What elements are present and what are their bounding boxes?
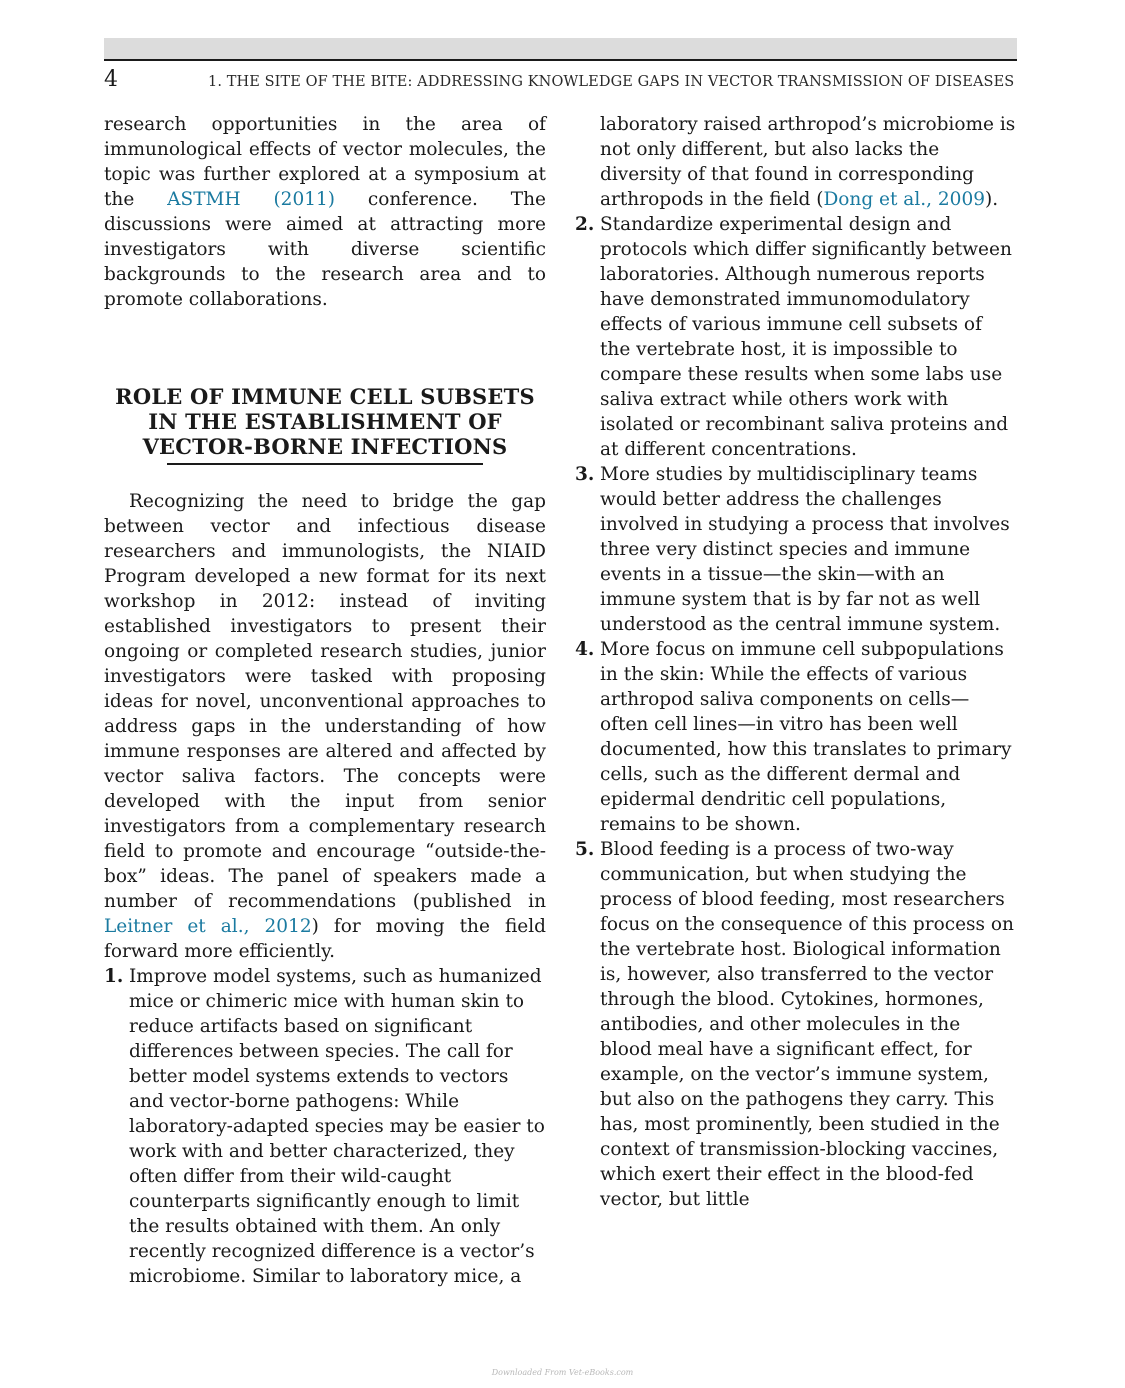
astmh-link[interactable]: ASTMH (2011) bbox=[167, 189, 335, 210]
left-column bbox=[104, 112, 546, 1289]
section-heading-line1: ROLE OF IMMUNE CELL SUBSETS bbox=[115, 384, 535, 409]
intro-paragraph bbox=[104, 112, 546, 312]
list-item-text: Standardize experimental design and protocols which differ significantly between laboratories. Although numerous reports have demonstrated immunomodulatory effects of various immune cell subsets of the vertebrate host, it is impossible to compare these results when some labs use saliva extract while others work with isolated or recombinant saliva proteins and at different concentrations. bbox=[600, 214, 1012, 460]
list-item-text: Blood feeding is a process of two-way communication, but when studying the process of blood feeding, most researchers focus on the consequence of this process on the vertebrate host. Biological information is, however, also transferred to the vector through the blood. Cytokines, hormones, antibodies, and other molecules in the blood meal have a significant effect, for example, on the vector’s immune system, but also on the pathogens they carry. This has, most prominently, been studied in the context of transmission-blocking vaccines, which exert their effect in the blood-fed vector, but little bbox=[600, 839, 1014, 1210]
dong-link[interactable]: Dong et al., 2009 bbox=[823, 189, 985, 210]
continued-text-end: ). bbox=[984, 189, 999, 210]
list-item-number: 2. bbox=[575, 214, 595, 235]
section-heading-line2: IN THE ESTABLISHMENT OF bbox=[148, 409, 502, 434]
list-item-number: 5. bbox=[575, 839, 595, 860]
continued-text: laboratory raised arthropod’s microbiome is not only different, but also lacks the diversity of that found in corresponding arthropods in the field ( bbox=[600, 114, 1016, 210]
section-heading-rule bbox=[167, 463, 483, 465]
right-column bbox=[575, 112, 1017, 1212]
running-head: 1. THE SITE OF THE BITE: ADDRESSING KNOWLEDGE GAPS IN VECTOR TRANSMISSION OF DISEASES bbox=[208, 74, 1015, 90]
list-item bbox=[575, 637, 1017, 837]
section-text-after: ) for moving the field forward more efficiently. bbox=[104, 916, 546, 962]
header-bar bbox=[104, 38, 1017, 59]
intro-text-before: research opportunities in the area of immunological effects of vector molecules, the topic was further explored at a symposium at the bbox=[104, 114, 546, 210]
list-item-text: More studies by multidisciplinary teams would better address the challenges involved in studying a process that involves three very distinct species and immune events in a tissue—the skin—with an immune system that is by far not as well understood as the central immune system. bbox=[600, 464, 1010, 635]
list-item bbox=[104, 964, 546, 1289]
list-item-text: More focus on immune cell subpopulations in the skin: While the effects of various arthropod saliva components on cells—often cell lines—in vitro has been well documented, how this translates to primary cells, such as the different dermal and epidermal dendritic cell populations, remains to be shown. bbox=[600, 639, 1012, 835]
list-item-number: 3. bbox=[575, 464, 595, 485]
recommendations-list-continued bbox=[575, 212, 1017, 1212]
recommendations-list bbox=[104, 964, 546, 1289]
list-item bbox=[575, 837, 1017, 1212]
page-number: 4 bbox=[104, 67, 118, 92]
section-heading-line3: VECTOR-BORNE INFECTIONS bbox=[142, 434, 508, 459]
header-rule bbox=[104, 59, 1017, 61]
footer-watermark: Downloaded From Vet-eBooks.com bbox=[491, 1368, 634, 1377]
section-text-before: Recognizing the need to bridge the gap between vector and infectious disease researchers and immunologists, the NIAID Program developed a new format for its next workshop in 2012: instead of inviting established investigators to present their ongoing or completed research studies, junior investigators were tasked with proposing ideas for novel, unconventional approaches to address gaps in the understanding of how immune responses are altered and affected by vector saliva factors. The concepts were developed with the input from senior investigators from a complementary research field to promote and encourage “outside-the-box” ideas. The panel of speakers made a number of recommendations (published in bbox=[104, 491, 546, 912]
list-item-number: 4. bbox=[575, 639, 595, 660]
list-item-text: Improve model systems, such as humanized mice or chimeric mice with human skin to reduce artifacts based on significant differences between species. The call for better model systems extends to vectors and vector-borne pathogens: While laboratory-adapted species may be easier to work with and better characterized, they often differ from their wild-caught counterparts significantly enough to limit the results obtained with them. An only recently recognized difference is a vector’s microbiome. Similar to laboratory mice, a bbox=[129, 966, 545, 1287]
list-item-number: 1. bbox=[104, 966, 124, 987]
section-paragraph bbox=[104, 489, 546, 964]
list-item bbox=[575, 462, 1017, 637]
leitner-link[interactable]: Leitner et al., 2012 bbox=[104, 916, 312, 937]
list-item-continued bbox=[575, 112, 1017, 212]
intro-text-after: conference. The discussions were aimed at attracting more investigators with diverse scientific backgrounds to the research area and to promote collaborations. bbox=[104, 189, 546, 310]
section-heading bbox=[104, 384, 546, 465]
list-item bbox=[575, 212, 1017, 462]
